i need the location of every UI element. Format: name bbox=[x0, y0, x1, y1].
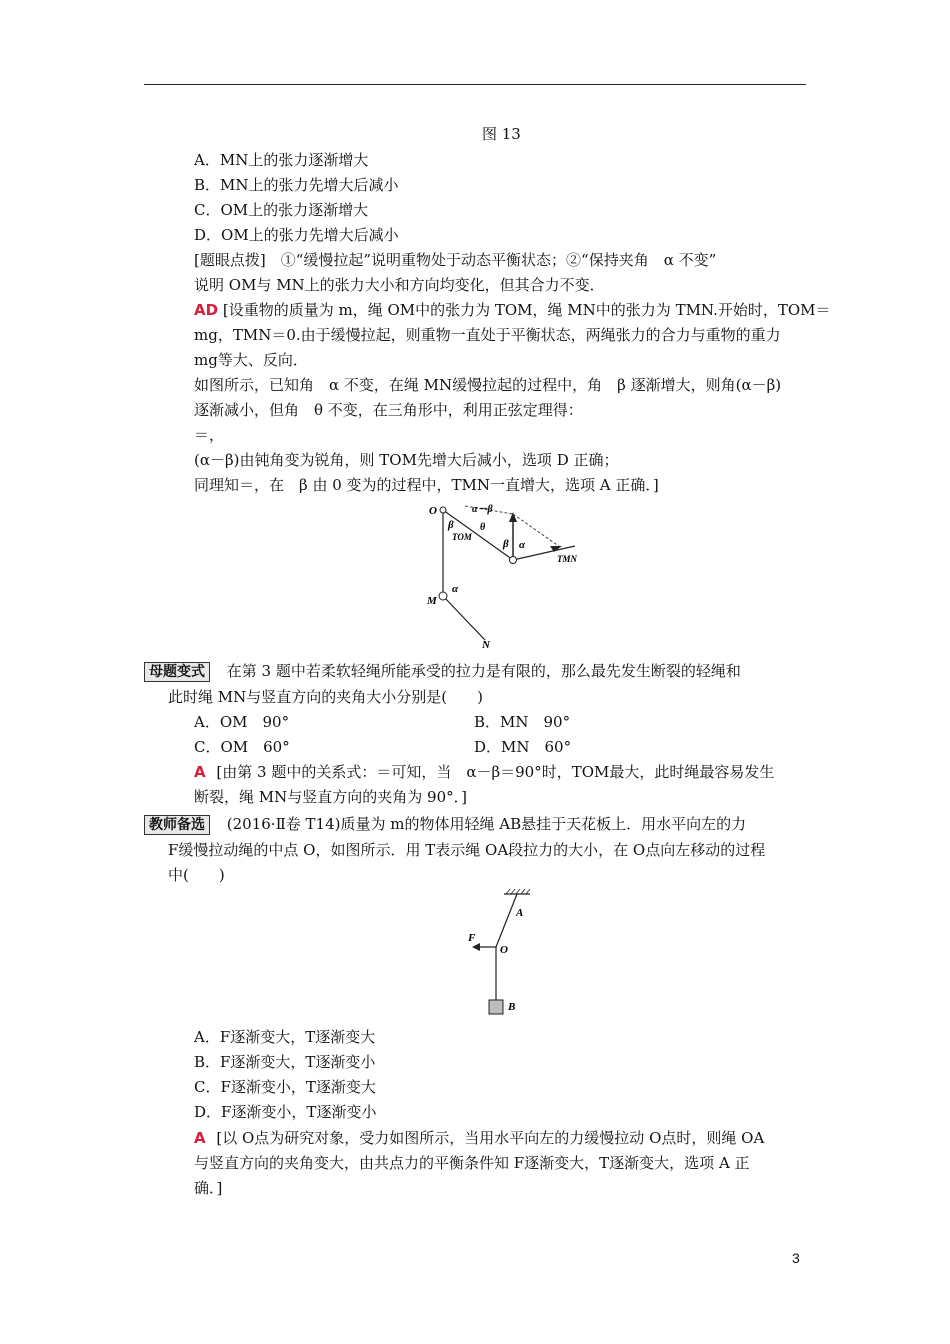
variant-solution-line-1 bbox=[194, 762, 774, 782]
teacher-option-d: D．F逐渐变小，T逐渐变小 bbox=[194, 1103, 377, 1121]
solution-line-6: ＝， bbox=[194, 426, 225, 444]
solution-line-1 bbox=[194, 300, 831, 320]
teacher-option-c: C．F逐渐变小，T逐渐变大 bbox=[194, 1078, 376, 1096]
page-number: 3 bbox=[792, 1250, 800, 1266]
label-alpha-minus-beta: α－β bbox=[472, 504, 493, 515]
teacher-option-b: B．F逐渐变大，T逐渐变小 bbox=[194, 1053, 376, 1071]
teacher-solution-line-1 bbox=[194, 1128, 764, 1148]
q3-option-c: C．OM上的张力逐渐增大 bbox=[194, 201, 369, 219]
label-beta-1: β bbox=[448, 519, 454, 531]
variant-option-d: D．MN 60° bbox=[474, 738, 572, 756]
answer-label: AD bbox=[194, 301, 219, 319]
mass-block bbox=[489, 1000, 503, 1014]
teacher-solution-text: [以 O点为研究对象，受力如图所示，当用水平向左的力缓慢拉动 O点时，则绳 OA bbox=[216, 1129, 765, 1147]
variant-tag: 母题变式 bbox=[144, 662, 210, 682]
variant-solution-line-2: 断裂，绳 MN与竖直方向的夹角为 90°．] bbox=[194, 788, 467, 806]
label-theta: θ bbox=[480, 522, 486, 533]
variant-option-b: B．MN 90° bbox=[474, 713, 571, 731]
label-alpha-1: α bbox=[519, 539, 526, 551]
variant-question-line-2: 此时绳 MN与竖直方向的夹角大小分别是( ) bbox=[168, 688, 483, 706]
q3-option-b: B．MN上的张力先增大后减小 bbox=[194, 176, 399, 194]
ceiling-hatching bbox=[506, 889, 530, 894]
teacher-solution-line-3: 确．] bbox=[194, 1179, 223, 1197]
header-rule bbox=[144, 84, 806, 85]
figure-caption: 图 13 bbox=[482, 125, 521, 143]
q3-option-a: A．MN上的张力逐渐增大 bbox=[194, 151, 369, 169]
q3-option-d: D．OM上的张力先增大后减小 bbox=[194, 226, 399, 244]
variant-solution-text: [由第 3 题中的关系式：＝可知，当 α－β＝90°时，TOM最大，此时绳最容易发生 bbox=[216, 763, 775, 781]
variant-option-c: C．OM 60° bbox=[194, 738, 290, 756]
solution-line-4: 如图所示，已知角 α 不变，在绳 MN缓慢拉起的过程中，角 β 逐渐增大，则角(α－β) bbox=[194, 376, 782, 394]
label-o2: O bbox=[500, 944, 508, 956]
label-alpha-2: α bbox=[452, 583, 459, 595]
label-beta-2: β bbox=[503, 538, 509, 550]
force-diagram-figure bbox=[420, 500, 590, 650]
hint-line-2: 说明 OM与 MN上的张力大小和方向均变化，但其合力不变． bbox=[194, 276, 605, 294]
solution-text: [设重物的质量为 m，绳 OM中的张力为 TOM，绳 MN中的张力为 TMN.开始时，TOM＝ bbox=[222, 301, 831, 319]
label-t-om: TOM bbox=[452, 532, 472, 542]
variant-question-line-1 bbox=[144, 661, 741, 682]
rope-oa bbox=[496, 894, 517, 947]
teacher-text: (2016·Ⅱ卷 T14)质量为 m的物体用轻绳 AB悬挂于天花板上．用水平向左的力 bbox=[226, 815, 747, 833]
teacher-option-a: A．F逐渐变大，T逐渐变大 bbox=[194, 1028, 376, 1046]
label-m: M bbox=[427, 595, 437, 607]
solution-line-8: 同理知＝，在 β 由 0 变为的过程中，TMN一直增大，选项 A 正确．] bbox=[194, 476, 659, 494]
label-o: O bbox=[429, 505, 437, 517]
teacher-question-line-2: F缓慢拉动绳的中点 O，如图所示．用 T表示绳 OA段拉力的大小，在 O点向左移动的过程 bbox=[168, 841, 766, 859]
force-f-head bbox=[472, 943, 480, 951]
teacher-answer: A bbox=[194, 1129, 206, 1147]
solution-line-7: (α－β)由钝角变为锐角，则 TOM先增大后减小，选项 D 正确； bbox=[194, 451, 619, 469]
weight-node bbox=[510, 557, 517, 564]
teacher-solution-line-2: 与竖直方向的夹角变大，由共点力的平衡条件知 F逐渐变大，T逐渐变大，选项 A 正 bbox=[194, 1154, 750, 1172]
pulley-o bbox=[440, 507, 446, 513]
teacher-tag: 教师备选 bbox=[144, 815, 210, 835]
variant-option-a: A．OM 90° bbox=[194, 713, 290, 731]
pulley-m bbox=[439, 592, 447, 600]
solution-line-3: mg等大、反向． bbox=[194, 351, 308, 369]
variant-text: 在第 3 题中若柔软轻绳所能承受的拉力是有限的，那么最先发生断裂的轻绳和 bbox=[226, 662, 741, 680]
hanging-mass-figure bbox=[458, 888, 538, 1020]
label-a: A bbox=[516, 907, 524, 919]
teacher-question-line-1 bbox=[144, 814, 746, 835]
solution-line-2: mg，TMN＝0.由于缓慢拉起，则重物一直处于平衡状态，两绳张力的合力与重物的重力 bbox=[194, 326, 781, 344]
solution-line-5: 逐渐减小，但角 θ 不变，在三角形中，利用正弦定理得： bbox=[194, 401, 583, 419]
rope-n bbox=[443, 596, 485, 640]
variant-answer: A bbox=[194, 763, 206, 781]
label-t-mn: TMN bbox=[557, 554, 577, 564]
label-b: B bbox=[508, 1001, 516, 1013]
label-f: F bbox=[468, 932, 476, 944]
hint-line-1: [题眼点拨] ①“缓慢拉起”说明重物处于动态平衡状态；②“保持夹角 α 不变” bbox=[194, 251, 717, 269]
teacher-question-line-3: 中( ) bbox=[168, 866, 225, 884]
label-n: N bbox=[482, 639, 490, 650]
